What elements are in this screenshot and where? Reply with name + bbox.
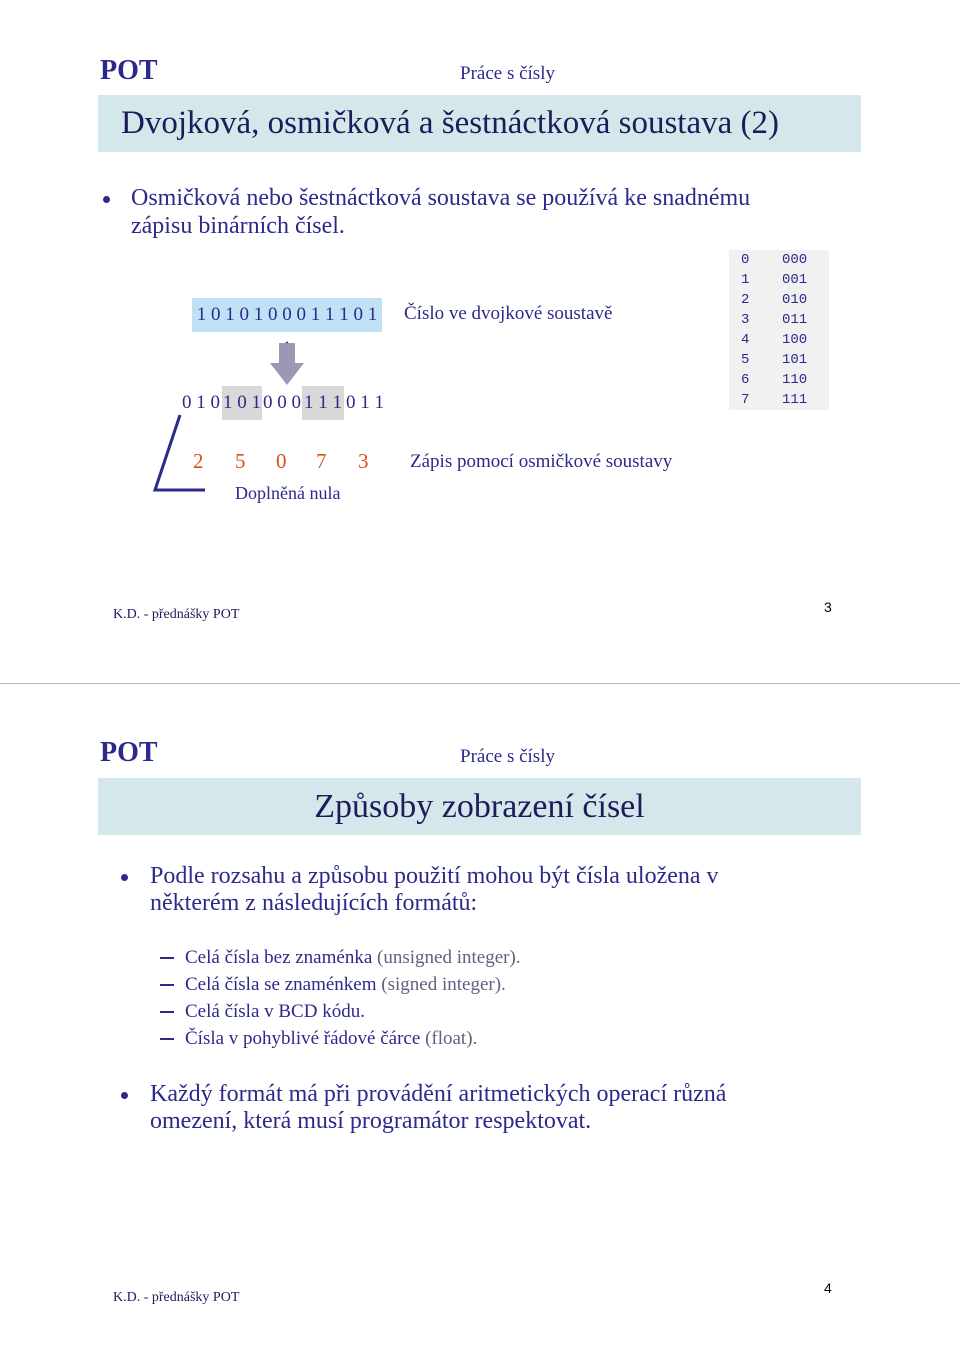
format-item-4: [185, 1025, 477, 1052]
bullet-2-line-2: omezení, která musí programátor respektovat.: [150, 1108, 592, 1134]
binary-label: Číslo ve dvojkové soustavě: [404, 303, 613, 324]
group-5: 0 1 1: [344, 386, 386, 420]
group-1-text: 0 1 0: [182, 392, 220, 413]
format-main: Celá čísla v BCD kódu.: [185, 1001, 365, 1022]
format-note: (signed integer).: [376, 974, 506, 995]
table-oct: 2: [741, 292, 750, 308]
page-number: 3: [824, 599, 832, 615]
table-row: [729, 290, 829, 310]
footer-text: K.D. - přednášky POT: [113, 607, 240, 622]
table-bin: 011: [782, 312, 808, 328]
table-row: [729, 310, 829, 330]
dash-marker: [160, 957, 174, 959]
octal-digit-3: 0: [276, 449, 287, 473]
format-item-2: [185, 971, 506, 998]
table-bin: 111: [782, 392, 808, 408]
octal-label: Zápis pomocí osmičkové soustavy: [410, 451, 673, 472]
padding-label: Doplněná nula: [235, 483, 341, 503]
format-item-3: [185, 998, 365, 1025]
bullet-2-line-1: Každý formát má při provádění aritmetických operací různá: [150, 1081, 727, 1107]
format-main: Celá čísla se znaménkem: [185, 974, 377, 995]
table-bin: 010: [782, 292, 808, 308]
table-row: [729, 370, 829, 390]
dash-marker: [160, 1038, 174, 1040]
slide-4: [0, 684, 960, 1367]
footer-text: K.D. - přednášky POT: [113, 1290, 240, 1305]
table-row: [729, 330, 829, 350]
title-bar: [98, 95, 861, 152]
table-row: [729, 270, 829, 290]
group-4: 1 1 1: [302, 386, 344, 420]
table-oct: 7: [741, 392, 750, 408]
table-bin: 100: [782, 332, 808, 348]
header-section: Práce s čísly: [460, 63, 555, 84]
table-row: [729, 390, 829, 410]
table-bin: 110: [782, 372, 808, 388]
bullet-1-line-1: Podle rozsahu a způsobu použití mohou být čísla uložena v: [150, 863, 719, 889]
octal-digit-4: 7: [316, 449, 327, 473]
slide-title: Způsoby zobrazení čísel: [314, 788, 645, 825]
header-pot: POT: [100, 737, 158, 768]
format-main: Celá čísla bez znaménka: [185, 947, 373, 968]
table-bin: 000: [782, 252, 808, 268]
table-bin: 001: [782, 272, 808, 288]
table-oct: 6: [741, 372, 750, 388]
table-row: [729, 250, 829, 270]
header-section: Práce s čísly: [460, 746, 555, 767]
octal-digit-5: 3: [358, 449, 369, 473]
format-main: Čísla v pohyblivé řádové čárce: [185, 1028, 421, 1049]
bullet-1-line-2: některém z následujících formátů:: [150, 890, 478, 916]
table-oct: 0: [741, 252, 750, 268]
dash-marker: [160, 1011, 174, 1013]
table-row: [729, 350, 829, 370]
bullet-line-2: zápisu binárních čísel.: [131, 213, 345, 239]
format-item-1: [185, 944, 521, 971]
format-note: (float).: [420, 1028, 478, 1049]
octal-digit-2: 5: [235, 449, 246, 473]
octal-binary-table: [729, 250, 829, 410]
dash-marker: [160, 984, 174, 986]
group-2: 1 0 1: [222, 386, 262, 420]
title-bar: [98, 778, 861, 835]
down-arrow-icon: [270, 343, 304, 385]
header-pot: POT: [100, 55, 158, 86]
table-oct: 3: [741, 312, 750, 328]
table-oct: 1: [741, 272, 750, 288]
bullet-dot: [121, 874, 128, 881]
table-oct: 5: [741, 352, 750, 368]
bullet-line-1: Osmičková nebo šestnáctková soustava se používá ke snadnému: [131, 185, 751, 211]
table-bin: 101: [782, 352, 808, 368]
group-3: 0 0 0: [262, 386, 302, 420]
bullet-dot: [121, 1092, 128, 1099]
octal-digit-1: 2: [193, 449, 204, 473]
page-number: 4: [824, 1280, 832, 1296]
slide-3: [0, 0, 960, 683]
table-oct: 4: [741, 332, 750, 348]
bullet-dot: [103, 196, 110, 203]
slide-title: Dvojková, osmičková a šestnáctková soustava (2): [121, 105, 780, 141]
binary-number: 1 0 1 0 1 0 0 0 1 1 1 0 1: [192, 298, 382, 332]
format-note: (unsigned integer).: [372, 947, 521, 968]
